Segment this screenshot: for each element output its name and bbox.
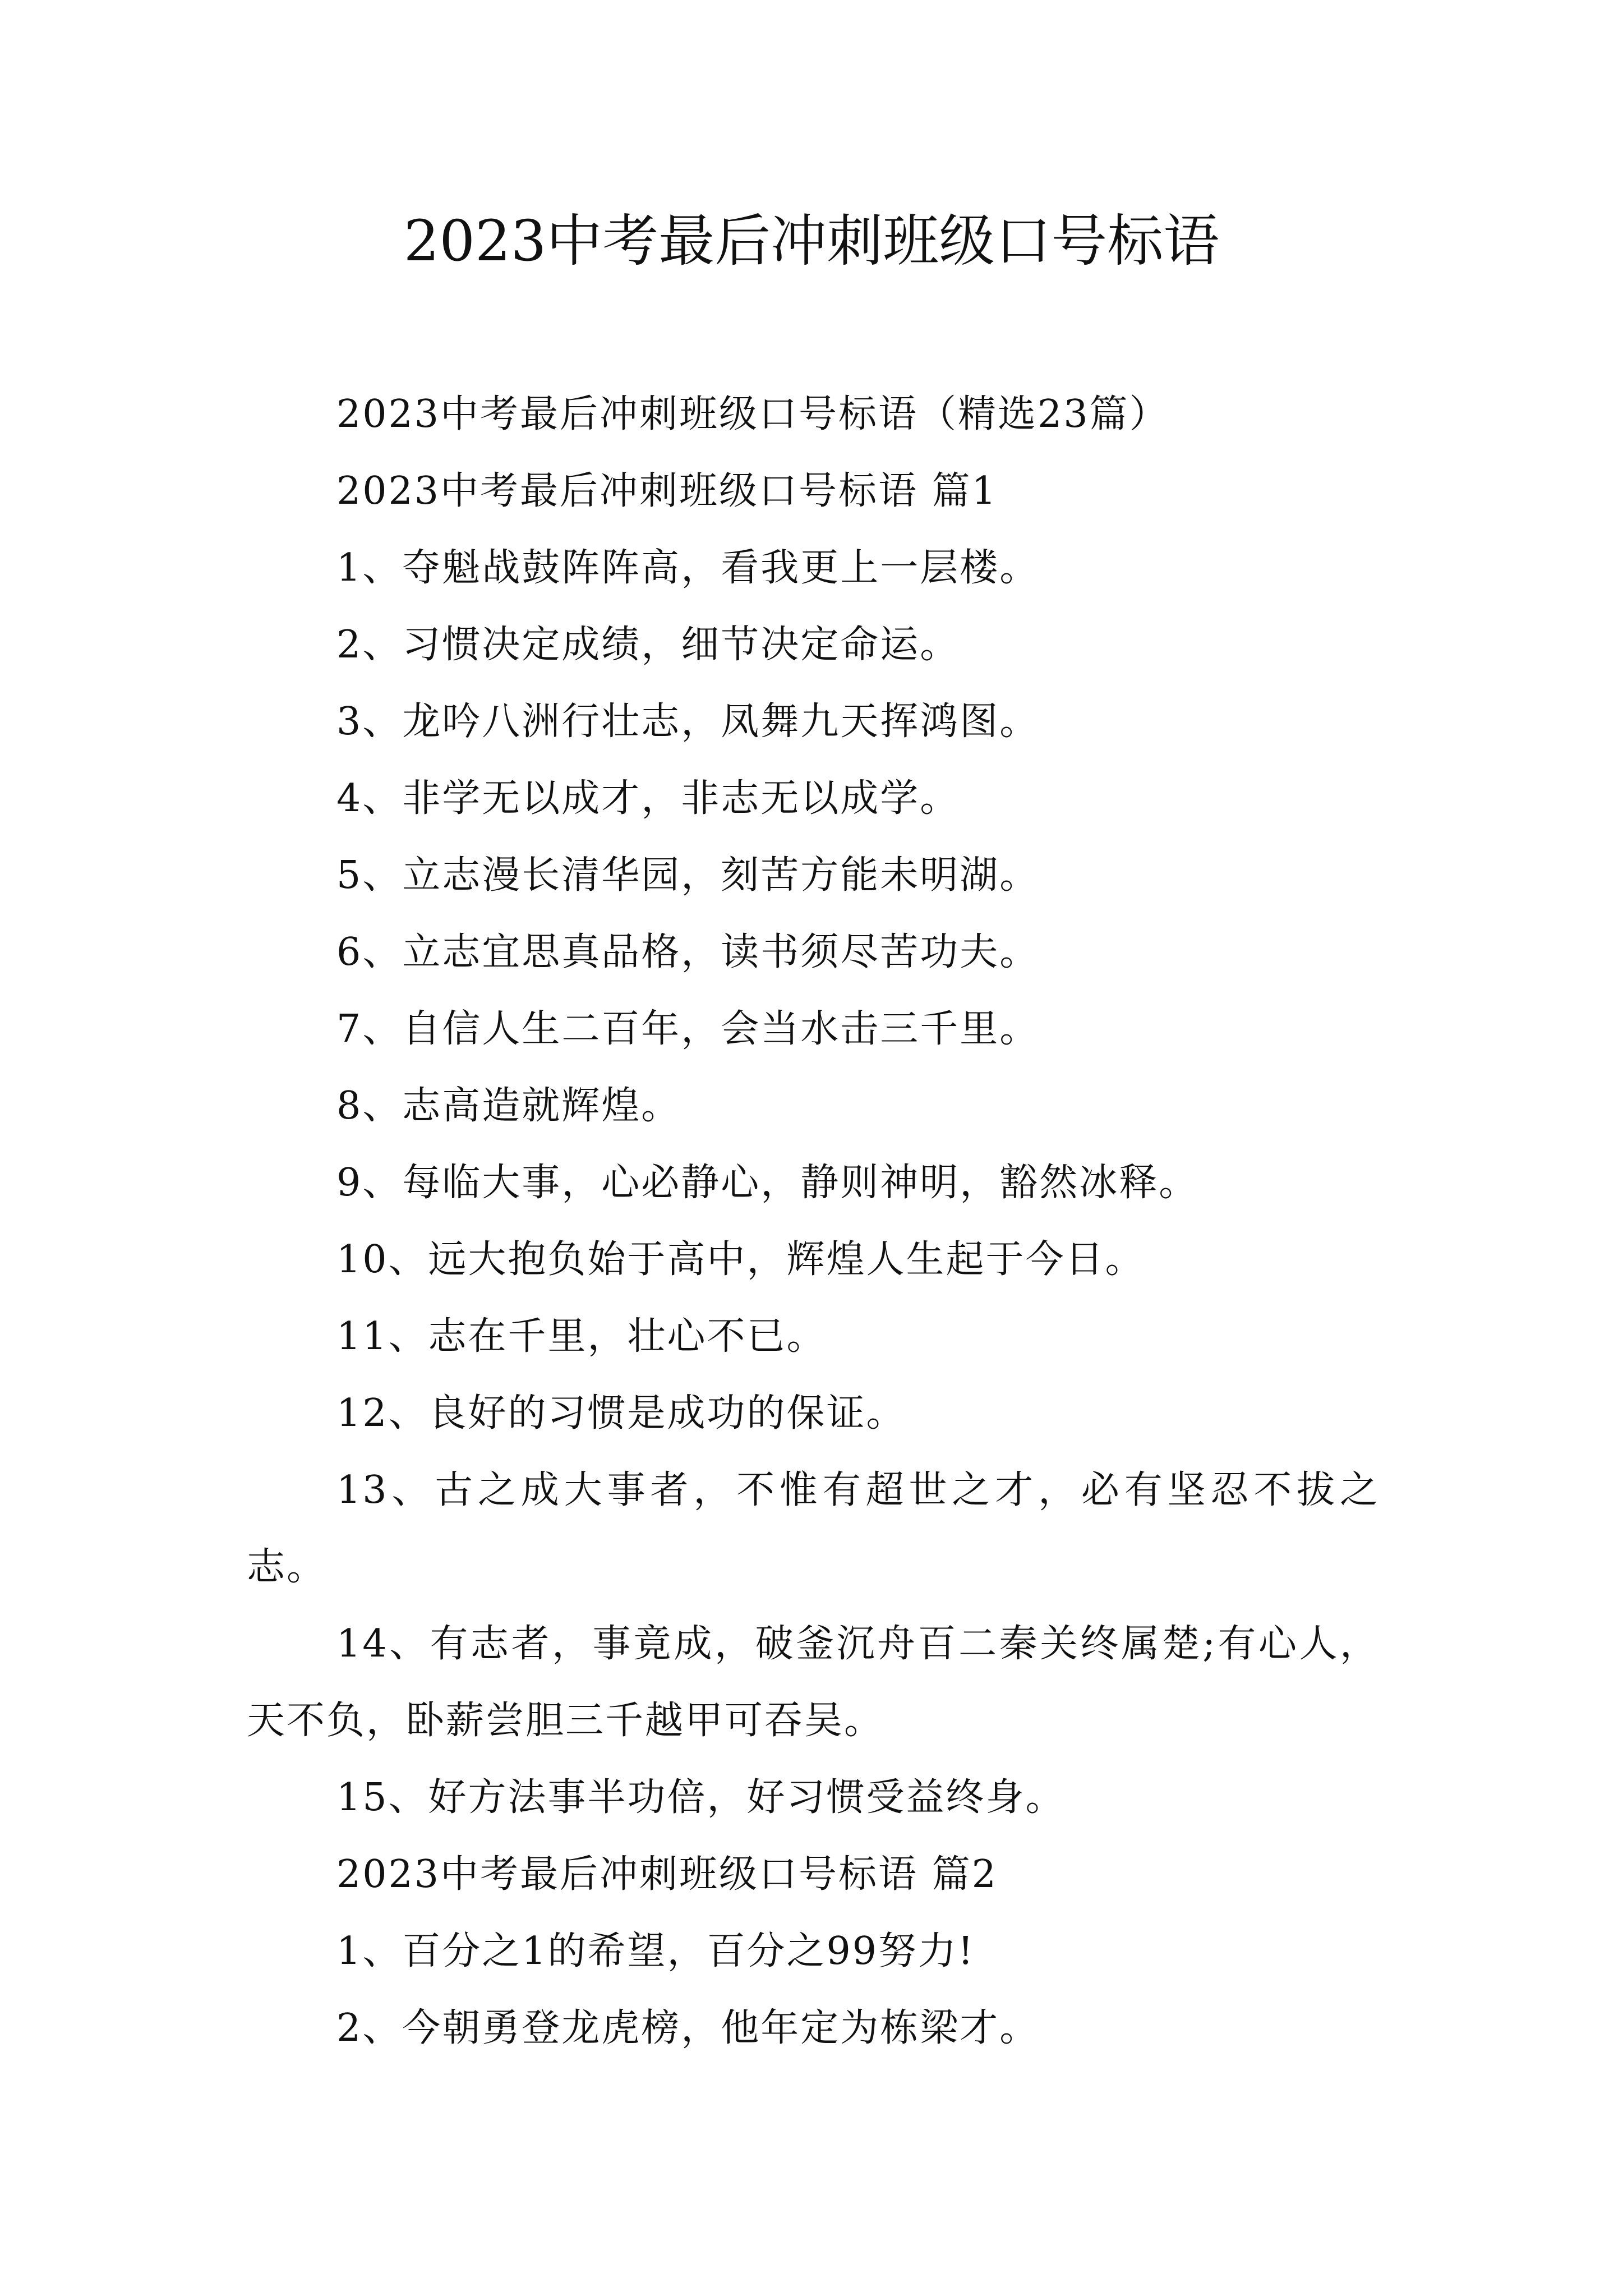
list-item: 2、习惯决定成绩，细节决定命运。 [336,623,960,667]
list-item: 9、每临大事，心必静心，静则神明，豁然冰释。 [336,1161,1199,1205]
list-item: 13、古之成大事者，不惟有超世之才，必有坚忍不拔之志。 [247,1468,1380,1589]
document-subtitle: 2023中考最后冲刺班级口号标语（精选23篇） [336,392,1169,436]
list-item: 2、今朝勇登龙虎榜，他年定为栋梁才。 [336,2006,1040,2050]
list-item: 12、良好的习惯是成功的保证。 [336,1391,906,1435]
list-item: 10、远大抱负始于高中，辉煌人生起于今日。 [336,1237,1145,1282]
section-heading: 2023中考最后冲刺班级口号标语 篇2 [336,1852,998,1897]
list-item: 15、好方法事半功倍，好习惯受益终身。 [336,1775,1066,1820]
list-item: 6、立志宜思真品格，读书须尽苦功夫。 [336,930,1040,974]
list-item: 8、志高造就辉煌。 [336,1084,681,1128]
list-item: 1、百分之1的希望，百分之99努力! [336,1929,975,1973]
document-body [247,376,1380,2067]
list-item: 1、夺魁战鼓阵阵高，看我更上一层楼。 [336,546,1040,590]
document-title: 2023中考最后冲刺班级口号标语 [403,208,1220,274]
section-heading: 2023中考最后冲刺班级口号标语 篇1 [336,469,998,513]
list-item: 4、非学无以成才，非志无以成学。 [336,776,960,821]
list-item: 3、龙吟八洲行壮志，凤舞九天挥鸿图。 [336,700,1040,744]
list-item: 7、自信人生二百年，会当水击三千里。 [336,1007,1040,1051]
list-item: 11、志在千里，壮心不已。 [336,1314,827,1359]
list-item: 5、立志漫长清华园，刻苦方能未明湖。 [336,853,1040,898]
list-item: 14、有志者，事竟成，破釜沉舟百二秦关终属楚;有心人，天不负，卧薪尝胆三千越甲可吞吴。 [247,1622,1380,1743]
